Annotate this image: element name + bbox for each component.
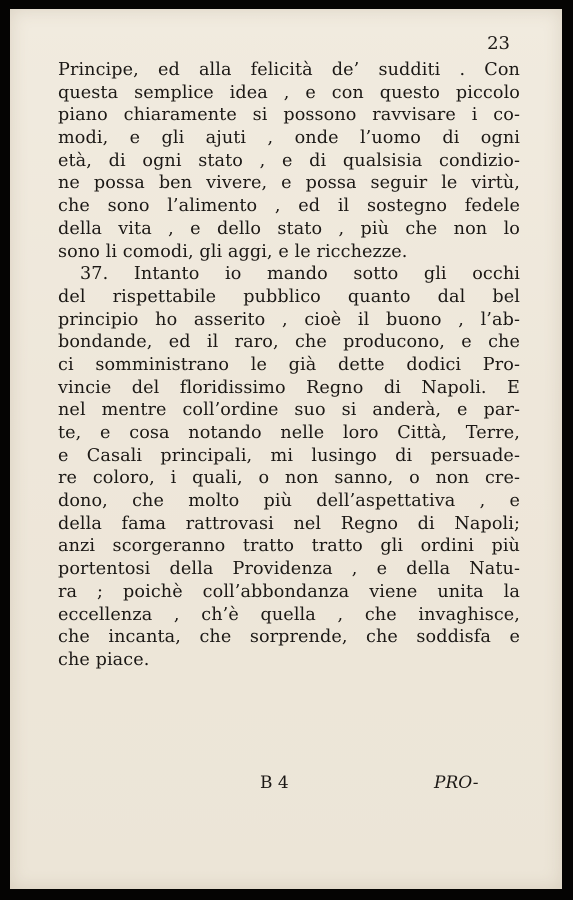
text-line: sono li comodi, gli aggi, e le ricchezze. [58,241,408,262]
text-line: della fama rattrovasi nel Regno di Napoli; [58,513,520,534]
text-line: Principe, ed alla felicità de’ sudditi . Con [58,60,520,80]
text-line: anzi scorgeranno tratto tratto gli ordini più [58,536,520,557]
paragraph-37-start: 37. Intanto io mando sotto gli occhi [80,264,520,285]
text-line: nel mentre coll’ordine suo si anderà, e par- [58,400,520,421]
body-text [58,59,520,672]
text-line: della vita , e dello stato , più che non lo [58,218,520,239]
signature-mark: B 4 [260,773,289,793]
text-line: eccellenza , ch’è quella , che invaghisce, [58,604,520,625]
text-line: vincie del floridissimo Regno di Napoli. E [58,377,520,398]
text-line: e Casali principali, mi lusingo di persuade- [58,445,520,466]
text-line: te, e cosa notando nelle loro Città, Terre, [58,423,520,443]
text-line: del rispettabile pubblico quanto dal bel [58,286,520,307]
text-line: dono, che molto più dell’aspettativa , e [58,491,520,512]
text-line: portentosi della Providenza , e della Natu- [58,559,520,580]
catchword: PRO- [434,773,479,793]
text-line: che piace. [58,649,150,670]
text-line: modi, e gli ajuti , onde l’uomo di ogni [58,128,520,149]
text-line: ci somministrano le già dette dodici Pro- [58,354,520,375]
text-line: ra ; poichè coll’abbondanza viene unita la [58,581,520,602]
page-number: 23 [487,33,510,54]
text-line: questa semplice idea , e con questo piccolo [58,82,520,103]
text-line: che incanta, che sorprende, che soddisfa e [58,627,520,648]
text-line: piano chiaramente si possono ravvisare i co- [58,105,520,126]
text-line: re coloro, i quali, o non sanno, o non cre- [58,468,520,489]
text-line: ne possa ben vivere, e possa seguir le virtù, [58,173,520,194]
text-line: età, di ogni stato , e di qualsisia condizio- [58,150,520,171]
book-page [10,9,562,889]
text-line: che sono l’alimento , ed il sostegno fedele [58,196,520,217]
text-line: principio ho asserito , cioè il buono , l’ab- [58,309,520,330]
text-line: bondande, ed il raro, che producono, e che [58,332,520,353]
page-footer [10,773,562,797]
